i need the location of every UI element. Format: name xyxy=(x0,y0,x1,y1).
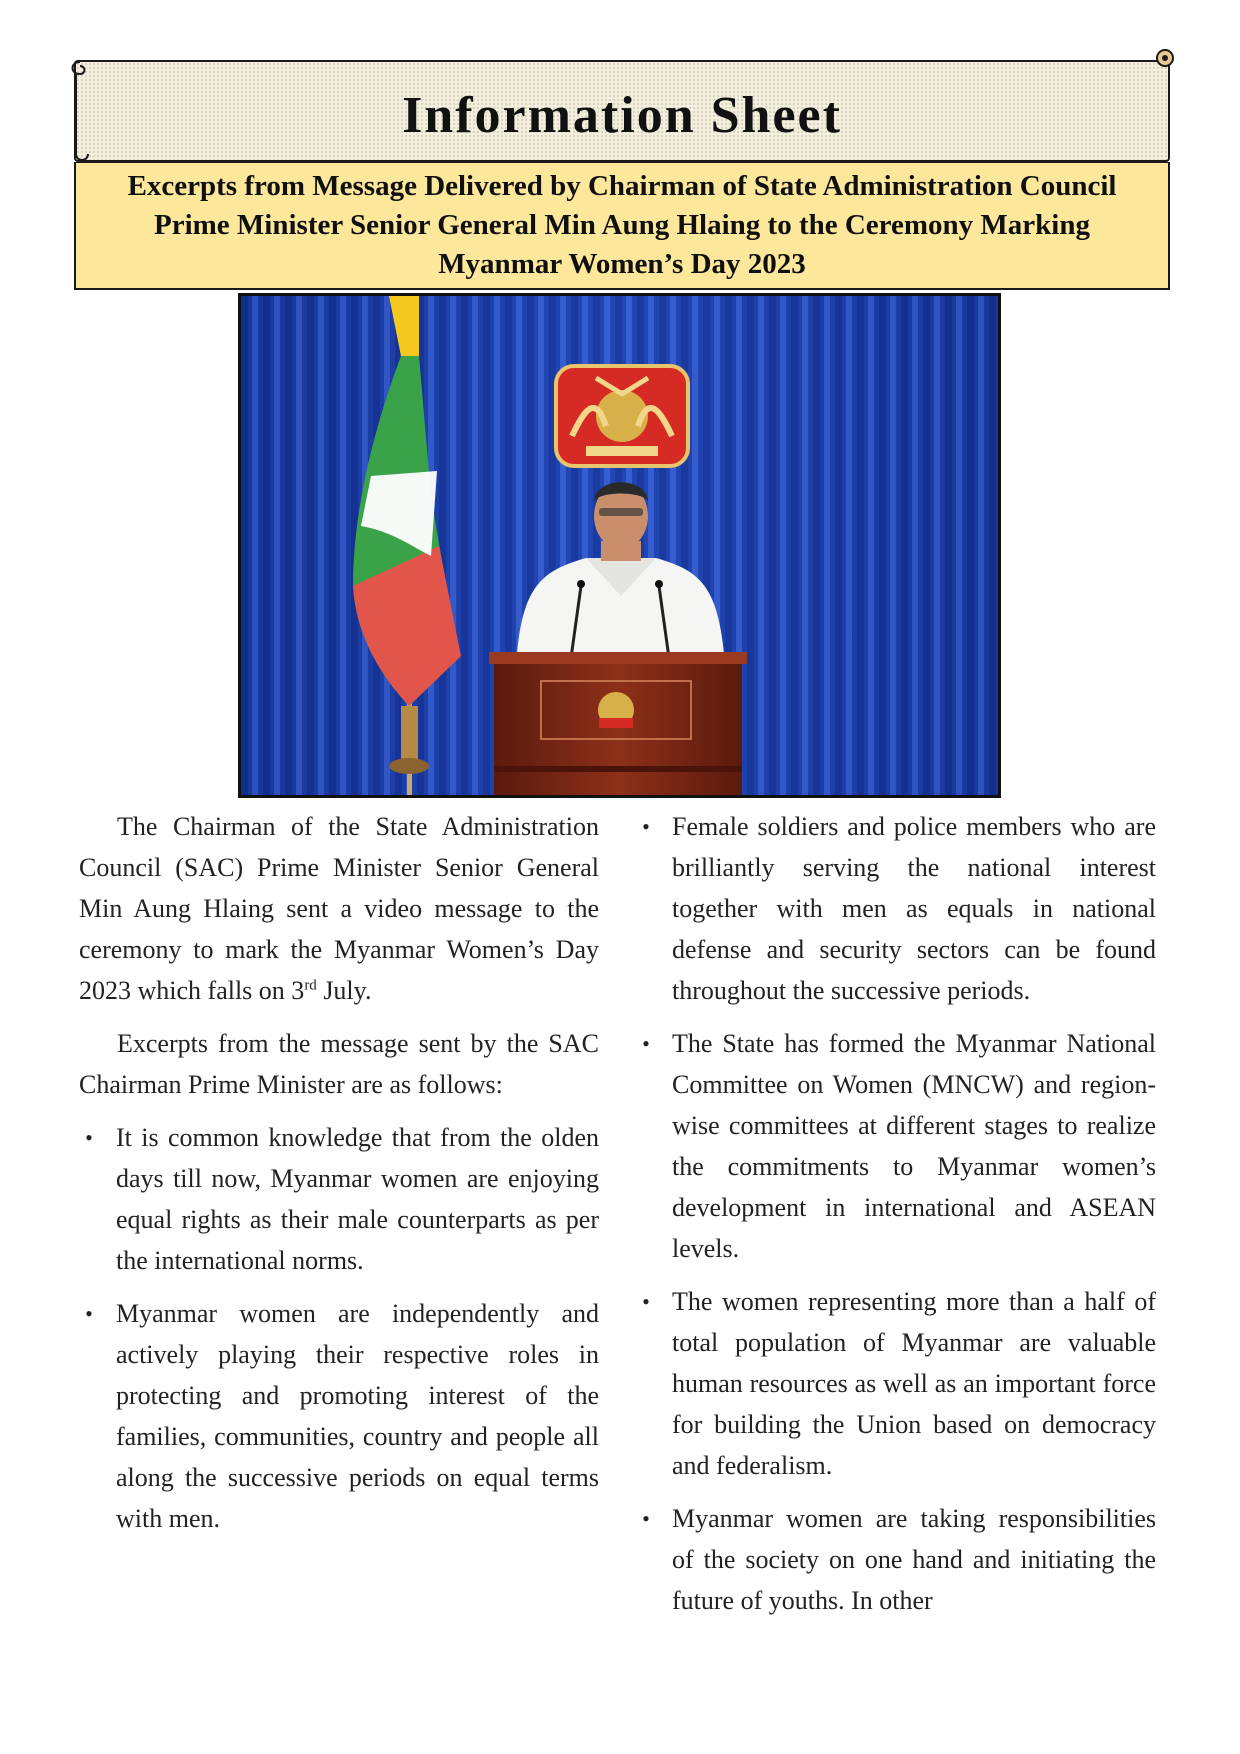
bullet-icon: • xyxy=(642,1289,650,1314)
bullet-item: • It is common knowledge that from the olden days till now, Myanmar women are enjoying equal rights as their male counterparts as per the international norms. xyxy=(79,1117,599,1281)
bullet-icon: • xyxy=(642,814,650,839)
intro-paragraph: The Chairman of the State Administration Council (SAC) Prime Minister Senior General Min Aung Hlaing sent a video message to the ceremony to mark the Myanmar Women’s Day 2023 which falls on 3rd July. xyxy=(79,812,599,1005)
scroll-curl-right-icon xyxy=(1152,46,1178,76)
left-bullet-list xyxy=(79,1117,599,1539)
title-banner xyxy=(74,60,1170,162)
state-emblem-icon xyxy=(556,366,688,466)
photo-illustration xyxy=(241,296,998,795)
photo xyxy=(238,293,1001,798)
subtitle-box xyxy=(74,162,1170,290)
bullet-item: • Myanmar women are independently and actively playing their respective roles in protecting and promoting interest of the families, communities, country and people all along the successive periods on equal terms with men. xyxy=(79,1293,599,1539)
bullet-icon: • xyxy=(85,1301,93,1326)
right-column xyxy=(636,806,1156,1633)
podium xyxy=(489,652,747,795)
bullet-item: • The women representing more than a half of total population of Myanmar are valuable human resources as well as an important force for building the Union based on democracy and federalism. xyxy=(636,1281,1156,1486)
left-column xyxy=(79,806,599,1551)
page-title: Information Sheet xyxy=(402,87,842,144)
page-subtitle: Excerpts from Message Delivered by Chairman of State Administration Council Prime Minister Senior General Min Aung Hlaing to the Ceremony Marking Myanmar Women’s Day 2023 xyxy=(127,170,1117,280)
bullet-item: • Female soldiers and police members who are brilliantly serving the national interest together with men as equals in national defense and security sectors can be found throughout the successive periods. xyxy=(636,806,1156,1011)
bullet-icon: • xyxy=(642,1506,650,1531)
bullet-icon: • xyxy=(642,1031,650,1056)
bullet-icon: • xyxy=(85,1125,93,1150)
podium-emblem-icon xyxy=(598,692,634,728)
right-bullet-list xyxy=(636,806,1156,1621)
bullet-item: • The State has formed the Myanmar National Committee on Women (MNCW) and region-wise committees at different stages to realize the commitments to Myanmar women’s development in international and ASEAN levels. xyxy=(636,1023,1156,1269)
bullet-item: • Myanmar women are taking responsibilities of the society on one hand and initiating the future of youths. In other xyxy=(636,1498,1156,1621)
excerpts-intro-paragraph: Excerpts from the message sent by the SAC Chairman Prime Minister are as follows: xyxy=(79,1029,599,1099)
